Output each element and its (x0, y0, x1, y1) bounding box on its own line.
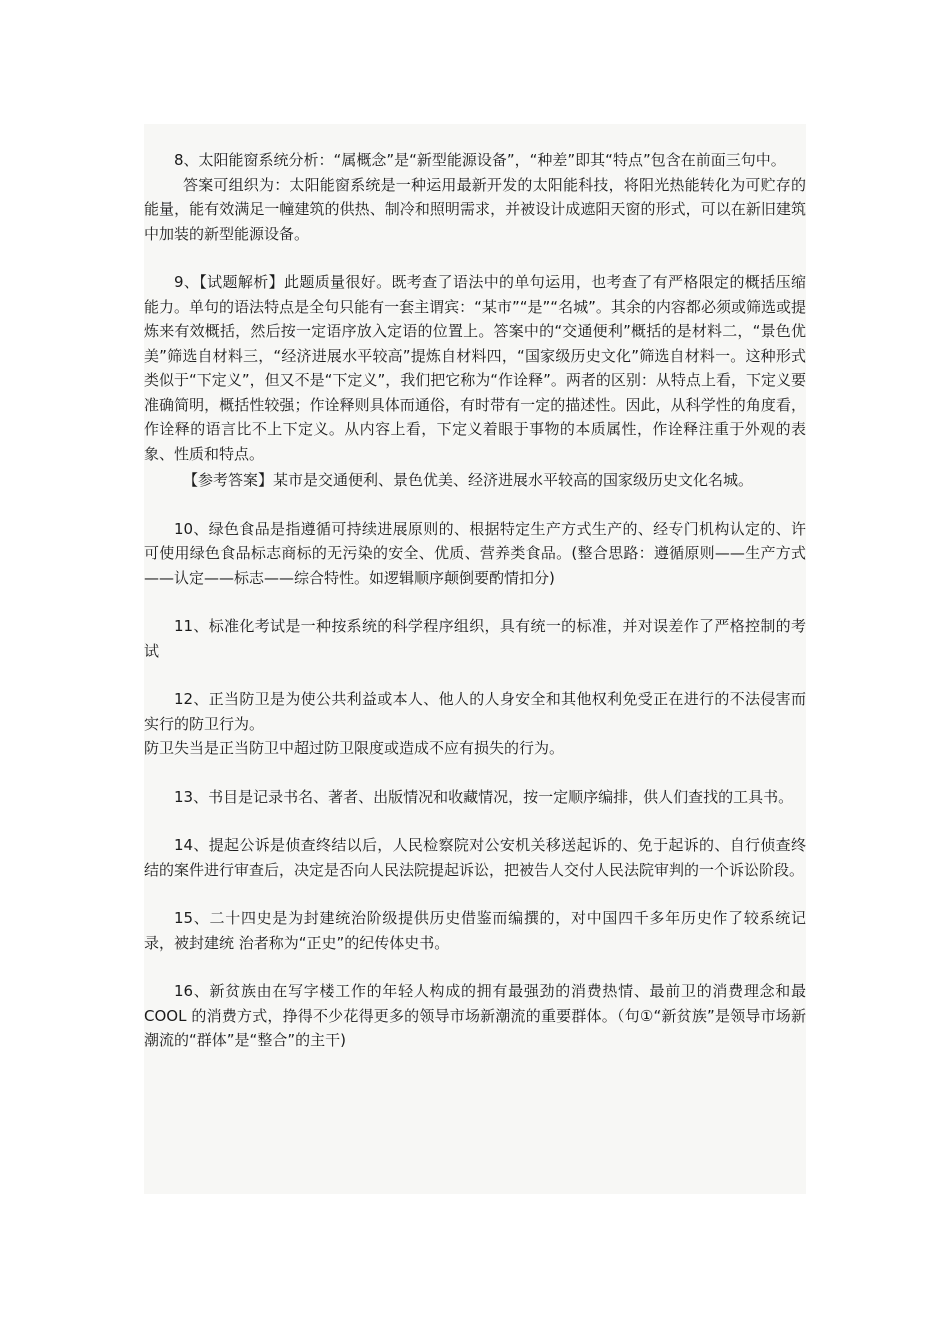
item-9-analysis: 9、【试题解析】此题质量很好。既考查了语法中的单句运用，也考查了有严格限定的概括压缩能力。单句的语法特点是全句只能有一套主谓宾：“某市”“是”“名城”。其余的内容都必须或筛选或提炼来有效概括，然后按一定语序放入定语的位置上。答案中的“交通便利”概括的是材料二，“景色优美”筛选自材料三，“经济进展水平较高”提炼自材料四，“国家级历史文化”筛选自材料一。这种形式类似于“下定义”，但又不是“下定义”，我们把它称为“作诠释”。两者的区别：从特点上看，下定义要准确简明，概括性较强；作诠释则具体而通俗，有时带有一定的描述性。因此，从科学性的角度看，作诠释的语言比不上下定义。从内容上看，下定义着眼于事物的本质属性，作诠释注重于外观的表象、性质和特点。 (144, 273, 806, 463)
spacer (144, 955, 806, 979)
item-10-text: 10、绿色食品是指遵循可持续进展原则的、根据特定生产方式生产的、经专门机构认定的、许可使用绿色食品标志商标的无污染的安全、优质、营养类食品。(整合思路：遵循原则——生产方式——认定——标志——综合特性。如逻辑顺序颠倒要酌情扣分) (144, 519, 806, 587)
item-15-text: 15、二十四史是为封建统治阶级提供历史借鉴而编撰的，对中国四千多年历史作了较系统记录，被封建统 治者称为“正史”的纪传体史书。 (144, 909, 806, 952)
spacer (144, 590, 806, 614)
spacer (144, 663, 806, 687)
item-14-text: 14、提起公诉是侦查终结以后，人民检察院对公安机关移送起诉的、免于起诉的、自行侦查终结的案件进行审查后，决定是否向人民法院提起诉讼，把被告人交付人民法院审判的一个诉讼阶段。 (144, 836, 806, 879)
item-12-text-2: 防卫失当是正当防卫中超过防卫限度或造成不应有损失的行为。 (144, 739, 565, 757)
item-8-answer: 答案可组织为：太阳能窗系统是一种运用最新开发的太阳能科技，将阳光热能转化为可贮存的能量，能有效满足一幢建筑的供热、制冷和照明需求，并被设计成遮阳天窗的形式，可以在新旧建筑中加装的新型能源设备。 (144, 175, 806, 243)
spacer (144, 246, 806, 270)
item-11-text: 11、标准化考试是一种按系统的科学程序组织，具有统一的标准，并对误差作了严格控制的考试 (144, 617, 806, 660)
item-8-analysis: 8、太阳能窗系统分析：“属概念”是“新型能源设备”，“种差”即其“特点”包含在前面三句中。 (174, 151, 786, 169)
document-page (144, 124, 806, 1194)
spacer (144, 882, 806, 906)
item-13-text: 13、书目是记录书名、著者、出版情况和收藏情况，按一定顺序编排，供人们查找的工具书。 (174, 787, 794, 806)
item-12-text: 12、正当防卫是为使公共利益或本人、他人的人身安全和其他权利免受正在进行的不法侵害而实行的防卫行为。 (144, 690, 806, 733)
item-16-text: 16、新贫族由在写字楼工作的年轻人构成的拥有最强劲的消费热情、最前卫的消费理念和最 COOL 的消费方式，挣得不少花得更多的领导市场新潮流的重要群体。（句①“新贫族”是领导市场新潮流的“群体”是“整合”的主干) (144, 982, 806, 1049)
document-body (144, 124, 806, 1053)
spacer (144, 809, 806, 833)
item-9-answer: 【参考答案】某市是交通便利、景色优美、经济进展水平较高的国家级历史文化名城。 (183, 471, 754, 489)
spacer (144, 493, 806, 517)
spacer (144, 761, 806, 785)
